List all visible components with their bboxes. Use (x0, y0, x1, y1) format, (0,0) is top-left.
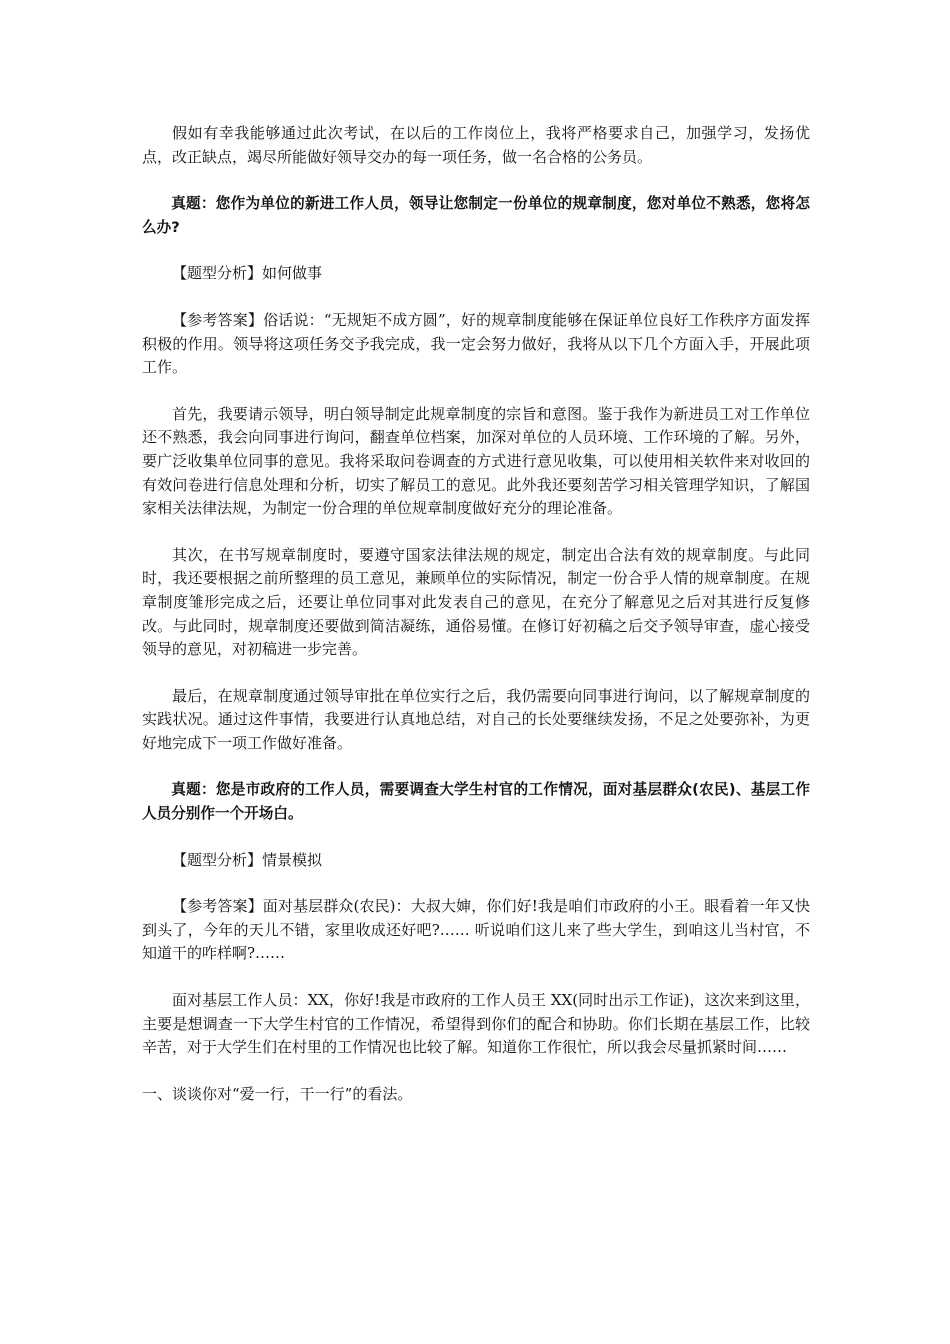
reference-answer-intro: 【参考答案】俗话说：“无规矩不成方圆”，好的规章制度能够在保证单位良好工作秩序方面发挥积极的作用。领导将这项任务交予我完成，我一定会努力做好，我将从以下几个方面入手，开展此项工作。 (142, 310, 810, 377)
question-type-analysis: 【题型分析】如何做事 (172, 264, 323, 283)
answer-paragraph-last: 最后，在规章制度通过领导审批在单位实行之后，我仍需要向同事进行询问，以了解规章制度的实践状况。通过这件事情，我要进行认真地总结，对自己的长处要继续发扬，不足之处要弥补，为更好地完成下一项工作做好准备。 (142, 686, 810, 752)
section-item-one: 一、谈谈你对“爱一行，干一行”的看法。 (142, 1084, 413, 1103)
answer-paragraph-first: 首先，我要请示领导，明白领导制定此规章制度的宗旨和意图。鉴于我作为新进员工对工作单位还不熟悉，我会向同事进行询问，翻查单位档案，加深对单位的人员环境、工作环境的了解。另外，要广泛收集单位同事的意见。我将采取问卷调查的方式进行意见收集，可以使用相关软件来对收回的有效问卷进行信息处理和分析，切实了解员工的意见。此外我还要刻苦学习相关管理学知识，了解国家相关法律法规，为制定一份合理的单位规章制度做好充分的理论准备。 (142, 404, 810, 518)
document-page (142, 122, 810, 1129)
paragraph-closing-statement: 假如有幸我能够通过此次考试，在以后的工作岗位上，我将严格要求自己，加强学习，发扬优点，改正缺点，竭尽所能做好领导交办的每一项任务，做一名合格的公务员。 (142, 124, 810, 166)
question-type-analysis-2: 【题型分析】情景模拟 (172, 850, 323, 869)
question-heading-regulations: 真题：您作为单位的新进工作人员，领导让您制定一份单位的规章制度，您对单位不熟悉，您将怎么办? (142, 195, 810, 236)
reference-answer-staff: 面对基层工作人员：XX，你好!我是市政府的工作人员王 XX(同时出示工作证)，这次来到这里，主要是想调查一下大学生村官的工作情况，希望得到你们的配合和协助。你们长期在基层工作，比较辛苦，对于大学生们在村里的工作情况也比较了解。知道你工作很忙，所以我会尽量抓紧时间…… (142, 991, 810, 1057)
reference-answer-farmers: 【参考答案】面对基层群众(农民)：大叔大婶，你们好!我是咱们市政府的小王。眼看着一年又快到头了，今年的天儿不错，家里收成还好吧?…… 听说咱们这儿来了些大学生，到咱这儿当村官，不知道干的咋样啊?…… (142, 897, 810, 963)
question-heading-village-official: 真题：您是市政府的工作人员，需要调查大学生村官的工作情况，面对基层群众(农民)、基层工作人员分别作一个开场白。 (142, 781, 810, 823)
answer-paragraph-second: 其次，在书写规章制度时，要遵守国家法律法规的规定，制定出合法有效的规章制度。与此同时，我还要根据之前所整理的员工意见，兼顾单位的实际情况，制定一份合乎人情的规章制度。在规章制度雏形完成之后，还要让单位同事对此发表自己的意见，在充分了解意见之后对其进行反复修改。与此同时，规章制度还要做到简洁凝练，通俗易懂。在修订好初稿之后交予领导审查，虚心接受领导的意见，对初稿进一步完善。 (142, 545, 810, 659)
